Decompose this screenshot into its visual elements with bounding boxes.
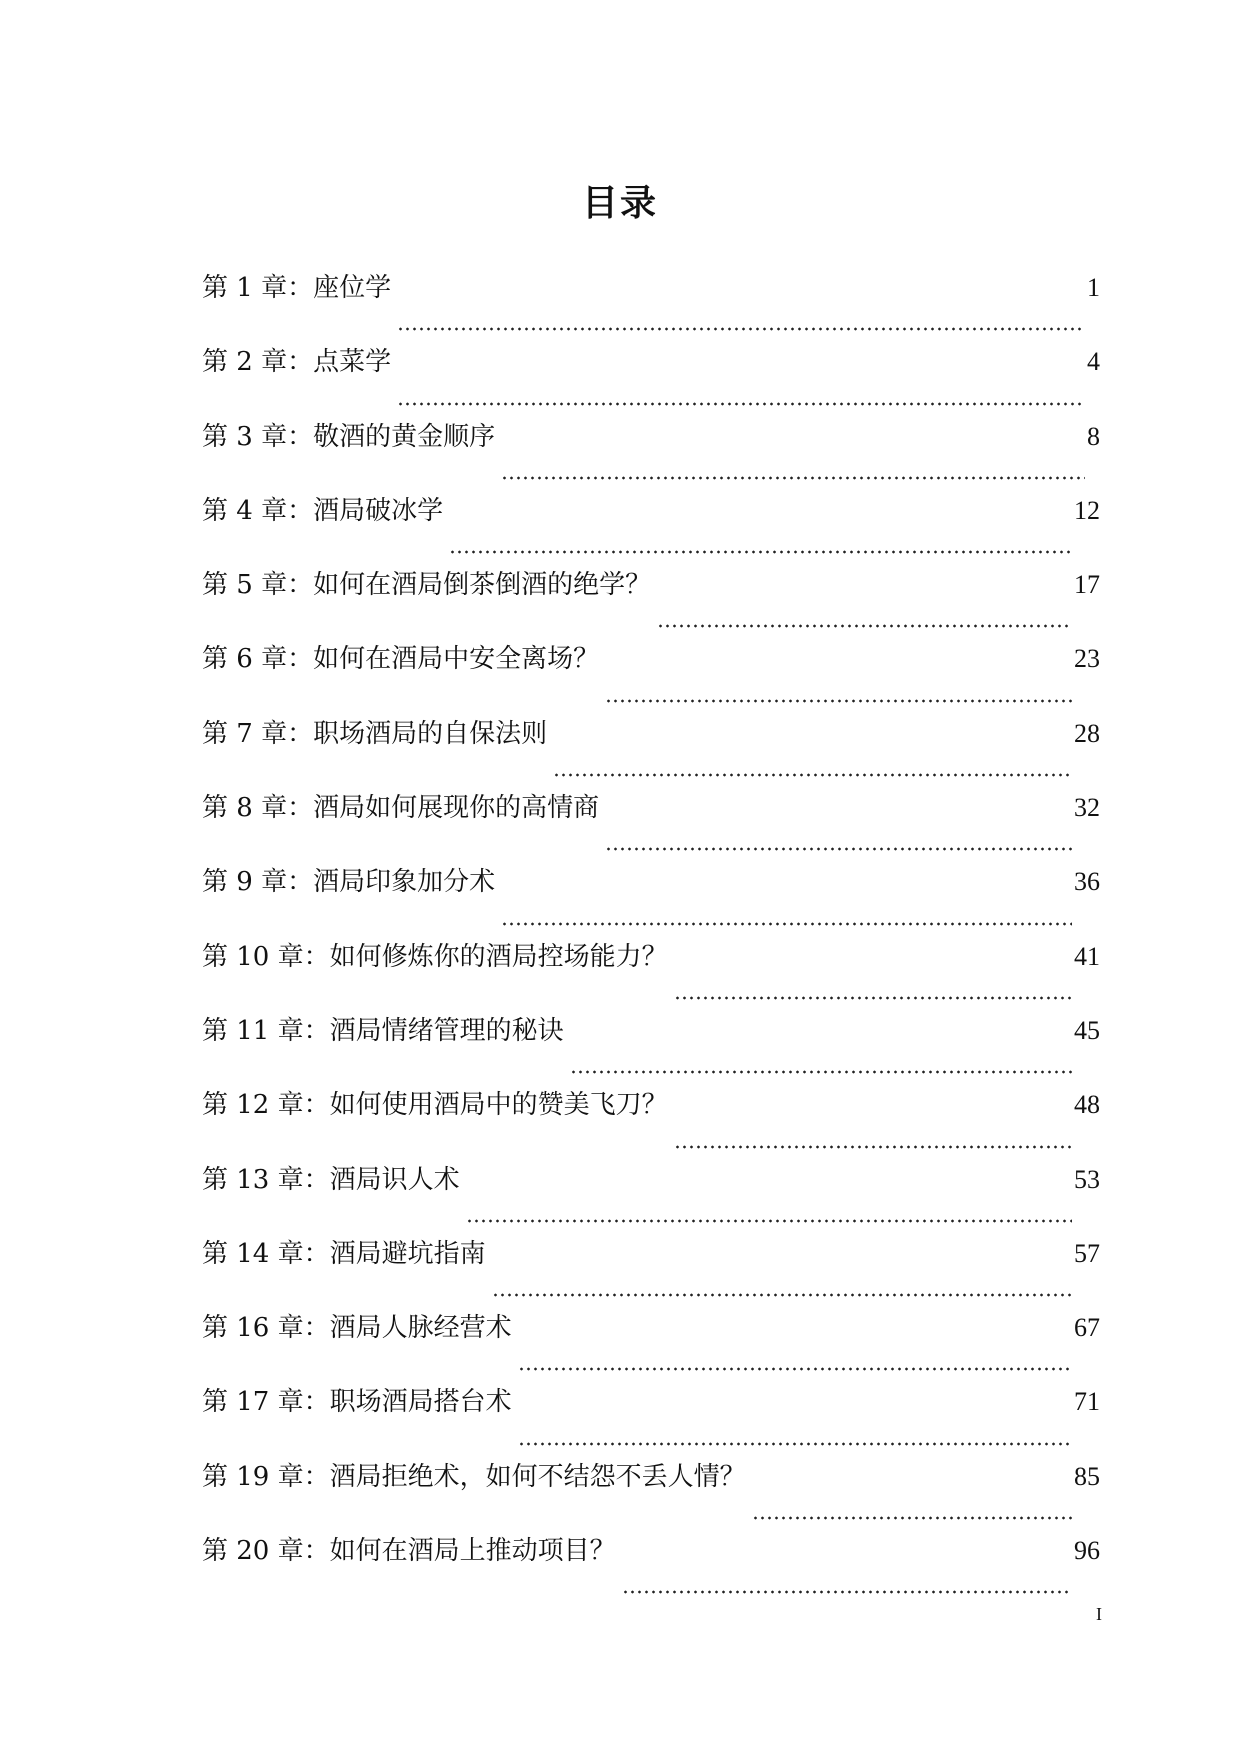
toc-title: 目录 (581, 183, 658, 224)
dot-leader (752, 1495, 1072, 1521)
chapter-label: 第 2 章： (202, 347, 314, 378)
chapter-title: 如何在酒局中安全离场？ (313, 644, 600, 675)
page-number: 85 (1074, 1461, 1100, 1491)
chapter-label: 第 12 章： (202, 1090, 330, 1121)
page-number: 41 (1074, 941, 1100, 971)
page-number: 57 (1074, 1238, 1100, 1268)
toc-entry[interactable] (202, 1531, 1100, 1605)
footer-page-number: I (1096, 1604, 1102, 1624)
chapter-title: 酒局破冰学 (313, 495, 444, 526)
page-number: 32 (1074, 793, 1100, 823)
page-number: 28 (1074, 718, 1100, 748)
toc-list (202, 268, 1100, 1605)
chapter-label: 第 4 章： (202, 495, 314, 526)
dot-leader (449, 529, 1072, 555)
chapter-title: 酒局印象加分术 (313, 867, 496, 898)
chapter-label: 第 17 章： (202, 1387, 330, 1418)
page-number: 48 (1074, 1090, 1100, 1120)
toc-entry[interactable] (202, 1234, 1100, 1308)
chapter-label: 第 5 章： (202, 570, 314, 601)
chapter-title: 如何修炼你的酒局控场能力？ (329, 941, 668, 972)
toc-entry[interactable] (202, 1457, 1100, 1531)
toc-entry[interactable] (202, 639, 1100, 713)
toc-entry[interactable] (202, 268, 1100, 342)
toc-entry[interactable] (202, 1308, 1100, 1382)
chapter-title: 如何使用酒局中的赞美飞刀？ (329, 1090, 668, 1121)
page-number: 23 (1074, 644, 1100, 674)
chapter-title: 酒局识人术 (329, 1164, 460, 1195)
page-number: 36 (1074, 867, 1100, 897)
page-number: 53 (1074, 1164, 1100, 1194)
dot-leader (674, 975, 1072, 1001)
dot-leader (622, 1569, 1072, 1595)
chapter-title: 职场酒局的自保法则 (313, 718, 548, 749)
chapter-title: 酒局如何展现你的高情商 (313, 793, 600, 824)
page-number: 17 (1074, 570, 1100, 600)
chapter-label: 第 20 章： (202, 1536, 330, 1567)
dot-leader (605, 826, 1072, 852)
chapter-label: 第 8 章： (202, 793, 314, 824)
chapter-title: 酒局人脉经营术 (329, 1313, 512, 1344)
toc-entry[interactable] (202, 1011, 1100, 1085)
chapter-label: 第 19 章： (202, 1461, 330, 1492)
chapter-title: 点菜学 (313, 347, 392, 378)
page-number: 71 (1074, 1387, 1100, 1417)
toc-entry[interactable] (202, 937, 1100, 1011)
dot-leader (466, 1198, 1072, 1224)
toc-entry[interactable] (202, 1382, 1100, 1456)
chapter-title: 如何在酒局倒茶倒酒的绝学？ (313, 570, 652, 601)
toc-entry[interactable] (202, 565, 1100, 639)
page-number: 1 (1087, 273, 1100, 302)
dot-leader (492, 1272, 1072, 1298)
page-number: 12 (1074, 495, 1100, 525)
toc-entry[interactable] (202, 788, 1100, 862)
toc-entry[interactable] (202, 342, 1100, 416)
toc-entry[interactable] (202, 417, 1100, 491)
dot-leader (501, 901, 1072, 927)
chapter-title: 职场酒局搭台术 (329, 1387, 512, 1418)
toc-entry[interactable] (202, 491, 1100, 565)
dot-leader (605, 678, 1072, 704)
dot-leader (570, 1049, 1072, 1075)
dot-leader (397, 381, 1085, 407)
chapter-title: 座位学 (313, 273, 392, 303)
toc-entry[interactable] (202, 1085, 1100, 1159)
chapter-label: 第 3 章： (202, 421, 314, 452)
chapter-label: 第 13 章： (202, 1164, 330, 1195)
dot-leader (518, 1421, 1072, 1447)
dot-leader (501, 455, 1085, 481)
chapter-title: 敬酒的黄金顺序 (313, 421, 496, 452)
chapter-title: 如何在酒局上推动项目？ (329, 1536, 616, 1567)
chapter-title: 酒局拒绝术，如何不结怨不丢人情？ (329, 1461, 746, 1492)
chapter-label: 第 1 章： (202, 273, 314, 303)
chapter-label: 第 7 章： (202, 718, 314, 749)
chapter-label: 第 9 章： (202, 867, 314, 898)
chapter-label: 第 6 章： (202, 644, 314, 675)
chapter-label: 第 10 章： (202, 941, 330, 972)
page-number: 45 (1074, 1015, 1100, 1045)
dot-leader (674, 1124, 1072, 1150)
toc-entry[interactable] (202, 862, 1100, 936)
page-number: 4 (1087, 347, 1100, 377)
chapter-label: 第 11 章： (202, 1015, 330, 1046)
page-number: 67 (1074, 1313, 1100, 1343)
dot-leader (397, 306, 1085, 332)
chapter-title: 酒局情绪管理的秘诀 (329, 1015, 564, 1046)
toc-entry[interactable] (202, 714, 1100, 788)
page-number: 96 (1074, 1536, 1100, 1566)
page-number: 8 (1087, 421, 1100, 451)
dot-leader (518, 1346, 1072, 1372)
chapter-label: 第 16 章： (202, 1313, 330, 1344)
chapter-title: 酒局避坑指南 (329, 1238, 486, 1269)
dot-leader (657, 603, 1072, 629)
toc-entry[interactable] (202, 1160, 1100, 1234)
chapter-label: 第 14 章： (202, 1238, 330, 1269)
dot-leader (553, 752, 1072, 778)
